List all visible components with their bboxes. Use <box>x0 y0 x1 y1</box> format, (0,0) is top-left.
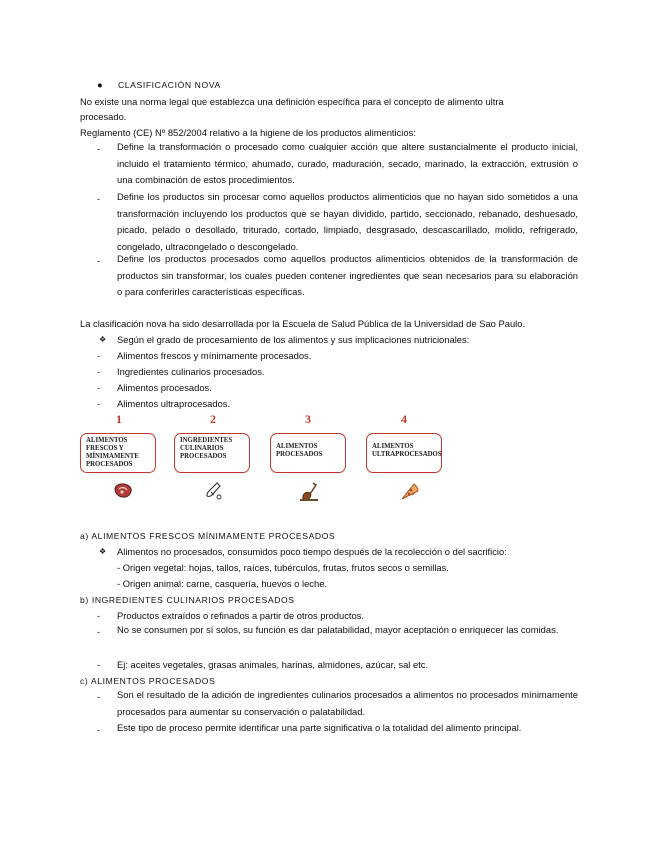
dash-marker: - <box>97 398 101 409</box>
group-number-1: 1 <box>116 412 122 426</box>
definition-2: Define los productos sin procesar como aquellos productos alimenticios que no hayan sido sometidos a una transformación incluyendo los productos que se hayan dividido, partido, seccionado, rebanado, deshuesado, picado, pelado o desollado, triturado, cortado, limpiado, desgrasado, descascarillado, molido, refrigerado, congelado, ultracongelado o descongelado. <box>117 191 578 252</box>
dash-marker: - <box>97 691 101 702</box>
heading-nova: CLASIFICACIÓN NOVA <box>118 80 221 90</box>
dash-marker: - <box>97 366 101 377</box>
group-item-3: Alimentos procesados. <box>117 382 212 393</box>
dash-marker: - <box>97 610 101 621</box>
group-label-4: ALIMENTOS ULTRAPROCESADOS <box>372 443 442 458</box>
section-b-item-2: No se consumen por sí solos, su función es dar palatabilidad, mayor aceptación o enriquecer las comidas. <box>117 624 559 635</box>
group-box-3 <box>270 433 346 473</box>
group-label-3: ALIMENTOS PROCESADOS <box>276 443 323 458</box>
group-box-4 <box>366 433 442 473</box>
dash-marker: - <box>97 143 101 154</box>
section-a-sub-1: - Origen vegetal: hojas, tallos, raíces, tubérculos, frutas, frutos secos o semillas. <box>117 562 449 573</box>
pizza-slice-icon <box>398 480 420 502</box>
section-a-sub-2: - Origen animal: carne, casquería, huevos o leche. <box>117 578 328 589</box>
nova-intro: La clasificación nova ha sido desarrollada por la Escuela de Salud Pública de la Universidad de Sao Paulo. <box>80 318 526 329</box>
section-b-item-3: Ej: aceites vegetales, grasas animales, harinas, almidones, azúcar, sal etc. <box>117 659 429 670</box>
section-a-title: a) ALIMENTOS FRESCOS MÍNIMAMENTE PROCESADOS <box>80 531 336 541</box>
ham-leg-icon <box>298 480 320 502</box>
diamond-bullet: ❖ <box>99 335 107 344</box>
dash-marker: - <box>97 350 101 361</box>
group-number-2: 2 <box>210 412 216 426</box>
intro-line-2: procesado. <box>80 111 127 122</box>
dash-marker: - <box>97 255 101 266</box>
section-c-item-2: Este tipo de proceso permite identificar una parte significativa o la totalidad del alimento principal. <box>117 722 522 733</box>
section-c-title: c) ALIMENTOS PROCESADOS <box>80 676 216 686</box>
meat-icon <box>112 480 134 502</box>
intro-line-1: No existe una norma legal que establezca una definición específica para el concepto de alimento ultra <box>80 96 504 107</box>
group-label-2: INGREDIENTES CULINARIOS PROCESADOS <box>180 437 233 460</box>
group-box-1 <box>80 433 156 473</box>
group-number-3: 3 <box>305 412 311 426</box>
section-b-title: b) INGREDIENTES CULINARIOS PROCESADOS <box>80 595 295 605</box>
group-number-4: 4 <box>401 412 407 426</box>
section-a-item: Alimentos no procesados, consumidos poco tiempo después de la recolección o del sacrificio: <box>117 546 507 557</box>
group-item-1: Alimentos frescos y mínimamente procesados. <box>117 350 312 361</box>
group-item-4: Alimentos ultraprocesados. <box>117 398 231 409</box>
nova-groups-figure <box>80 410 450 510</box>
regulation-line: Reglamento (CE) Nº 852/2004 relativo a la higiene de los productos alimenticios: <box>80 127 416 138</box>
oil-bottle-icon <box>203 480 225 502</box>
nova-criterion: Según el grado de procesamiento de los alimentos y sus implicaciones nutricionales: <box>117 334 470 345</box>
diamond-bullet: ❖ <box>99 547 107 556</box>
group-label-1: ALIMENTOS FRESCOS Y MÍNIMAMENTE PROCESADOS <box>86 437 139 468</box>
definition-1: Define la transformación o procesado como cualquier acción que altere sustancialmente el producto inicial, incluido el tratamiento térmico, ahumado, curado, maduración, secado, marinado, la extracción, extrusión o una combinación de estos procedimientos. <box>117 141 578 185</box>
dash-marker: - <box>97 382 101 393</box>
dash-marker: - <box>97 626 101 637</box>
definition-3: Define los productos procesados como aquellos productos alimenticios obtenidos de la transformación de productos sin transformar, los cuales pueden contener ingredientes que sean necesarios para su elaboración o para conferirles características específicas. <box>117 253 578 297</box>
bullet-dot: ● <box>97 79 103 90</box>
group-item-2: Ingredientes culinarios procesados. <box>117 366 265 377</box>
dash-marker: - <box>97 659 101 670</box>
dash-marker: - <box>97 724 101 735</box>
section-b-item-1: Productos extraídos o refinados a partir de otros productos. <box>117 610 365 621</box>
group-box-2 <box>174 433 250 473</box>
section-c-item-1: Son el resultado de la adición de ingredientes culinarios procesados a alimentos no procesados mínimamente procesados para aumentar su conservación o palatabilidad. <box>117 689 578 717</box>
dash-marker: - <box>97 193 101 204</box>
